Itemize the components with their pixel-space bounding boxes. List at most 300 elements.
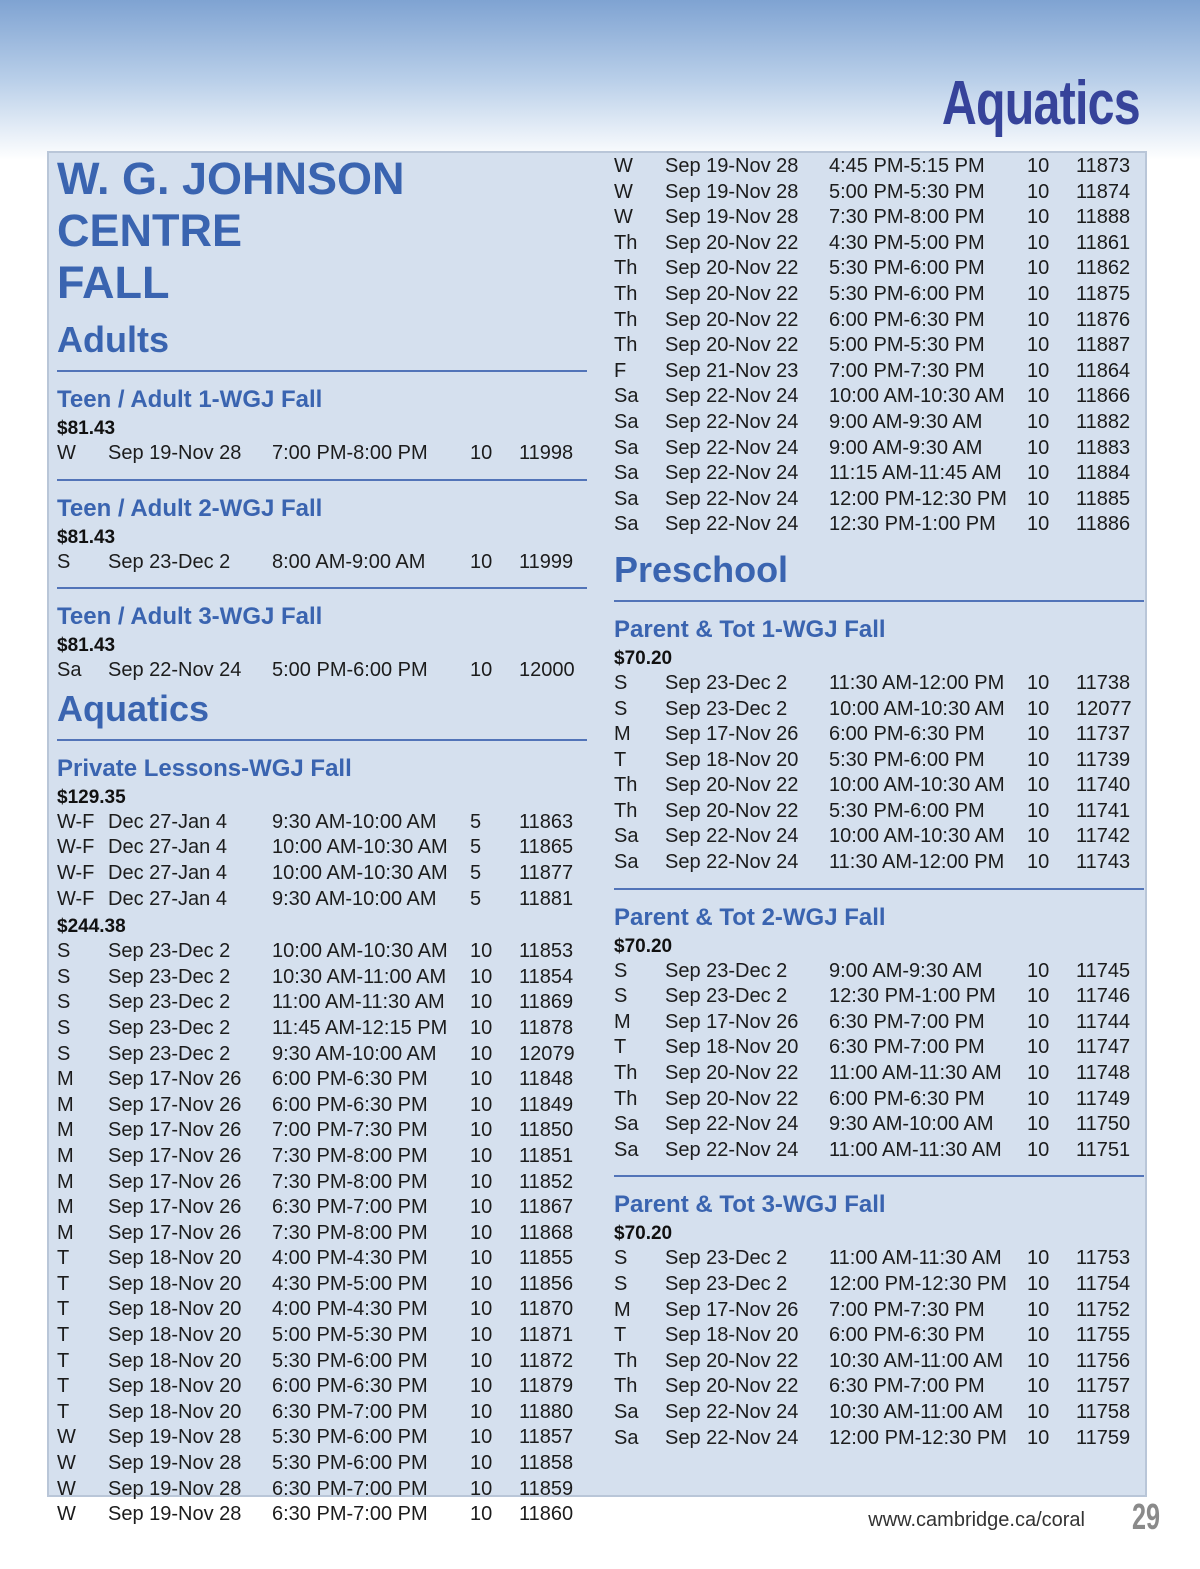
sessions: 10 <box>1027 1298 1050 1321</box>
course-code: 11998 <box>519 442 574 464</box>
dates: Sep 22-Nov 24 <box>665 513 799 536</box>
dates: Sep 22-Nov 24 <box>665 487 799 510</box>
divider <box>614 888 1144 890</box>
schedule-row <box>57 1093 587 1119</box>
dates: Sep 23-Dec 2 <box>108 550 231 573</box>
program-title: Teen / Adult 2-WGJ Fall <box>57 494 323 522</box>
day: W <box>57 1426 76 1449</box>
sessions: 10 <box>470 1170 493 1193</box>
day: W <box>57 1452 76 1475</box>
sessions: 10 <box>1027 1349 1050 1372</box>
schedule-row <box>57 550 587 576</box>
day: T <box>614 748 627 771</box>
schedule-row <box>614 959 1144 985</box>
time: 5:00 PM-5:30 PM <box>272 1324 428 1347</box>
dates: Sep 22-Nov 24 <box>665 436 799 459</box>
time: 12:00 PM-12:30 PM <box>829 1273 1007 1295</box>
time: 6:00 PM-6:30 PM <box>829 1324 985 1347</box>
time: 7:00 PM-8:00 PM <box>272 442 428 464</box>
course-code: 11873 <box>1076 155 1131 177</box>
time: 7:00 PM-7:30 PM <box>272 1119 428 1142</box>
course-code: 11746 <box>1076 985 1131 1008</box>
course-code: 11856 <box>519 1272 574 1295</box>
dates: Dec 27-Jan 4 <box>108 887 227 910</box>
time: 10:30 AM-11:00 AM <box>272 965 447 988</box>
schedule-row <box>614 205 1144 231</box>
schedule-row <box>614 697 1144 723</box>
footer-url[interactable]: www.cambridge.ca/coral <box>868 1509 1085 1531</box>
dates: Sep 23-Dec 2 <box>665 1273 788 1295</box>
program-title: Teen / Adult 3-WGJ Fall <box>57 603 323 631</box>
program-title: Private Lessons-WGJ Fall <box>57 754 352 782</box>
time: 6:00 PM-6:30 PM <box>829 308 985 331</box>
dates: Sep 20-Nov 22 <box>665 334 799 357</box>
time: 5:30 PM-6:00 PM <box>272 1452 428 1475</box>
time: 4:45 PM-5:15 PM <box>829 155 985 177</box>
course-code: 11999 <box>519 550 574 573</box>
sessions: 10 <box>1027 1426 1050 1449</box>
sessions: 10 <box>1027 1324 1050 1347</box>
sessions: 10 <box>470 940 493 963</box>
sessions: 5 <box>470 887 482 910</box>
schedule-row <box>614 282 1144 308</box>
schedule-row <box>614 1272 1144 1298</box>
course-code: 11866 <box>1076 385 1131 408</box>
course-code: 11868 <box>519 1221 574 1244</box>
day: F <box>614 359 627 382</box>
centre-title-fall: FALL <box>57 257 170 308</box>
session-list <box>614 154 1144 538</box>
day: M <box>614 723 631 746</box>
course-code: 11862 <box>1076 257 1131 280</box>
dates: Sep 20-Nov 22 <box>665 1349 799 1372</box>
right-column <box>614 153 1144 1451</box>
time: 6:30 PM-7:00 PM <box>829 1010 985 1033</box>
price: $70.20 <box>614 647 673 669</box>
dates: Dec 27-Jan 4 <box>108 861 227 884</box>
time: 6:30 PM-7:00 PM <box>272 1477 428 1500</box>
time: 10:30 AM-11:00 AM <box>829 1349 1004 1372</box>
day: M <box>57 1221 74 1244</box>
sessions: 10 <box>1027 748 1050 771</box>
course-code: 11865 <box>519 836 574 859</box>
day: Th <box>614 774 638 797</box>
day: Sa <box>614 825 639 848</box>
dates: Sep 18-Nov 20 <box>665 1036 799 1059</box>
sessions: 5 <box>470 861 482 884</box>
time: 4:30 PM-5:00 PM <box>272 1272 428 1295</box>
dates: Sep 20-Nov 22 <box>665 231 799 254</box>
day: T <box>57 1400 70 1423</box>
course-code: 11853 <box>519 940 574 963</box>
schedule-row <box>57 1221 587 1247</box>
sessions: 10 <box>470 1272 493 1295</box>
dates: Sep 17-Nov 26 <box>108 1170 242 1193</box>
schedule-row <box>57 1016 587 1042</box>
sessions: 10 <box>470 1477 493 1500</box>
day: T <box>57 1349 70 1372</box>
time: 11:00 AM-11:30 AM <box>829 1247 1002 1270</box>
course-code: 11869 <box>519 991 574 1014</box>
dates: Sep 22-Nov 24 <box>665 1426 799 1449</box>
course-code: 11854 <box>519 965 574 988</box>
schedule-row <box>614 799 1144 825</box>
sessions: 10 <box>1027 985 1050 1008</box>
divider <box>57 739 587 741</box>
schedule-row <box>614 1061 1144 1087</box>
sessions: 10 <box>470 1144 493 1167</box>
course-code: 11874 <box>1076 180 1131 203</box>
schedule-row <box>614 231 1144 257</box>
day: Th <box>614 1087 638 1110</box>
course-code: 11759 <box>1076 1426 1131 1449</box>
course-code: 11861 <box>1076 231 1131 254</box>
schedule-row <box>57 1451 587 1477</box>
course-code: 11871 <box>519 1324 574 1347</box>
schedule-row <box>57 810 587 836</box>
day: S <box>614 671 628 694</box>
sessions: 10 <box>470 1452 493 1475</box>
course-code: 11888 <box>1076 206 1131 229</box>
course-code: 11744 <box>1076 1010 1131 1033</box>
schedule-row <box>614 333 1144 359</box>
session-list <box>57 550 587 576</box>
course-code: 11742 <box>1076 825 1131 848</box>
course-code: 12077 <box>1076 697 1132 720</box>
dates: Sep 17-Nov 26 <box>108 1119 242 1142</box>
sessions: 10 <box>470 1426 493 1449</box>
sessions: 10 <box>470 965 493 988</box>
sessions: 10 <box>1027 671 1050 694</box>
day: Th <box>614 257 638 280</box>
course-code: 11755 <box>1076 1324 1131 1347</box>
course-code: 12079 <box>519 1042 575 1065</box>
time: 11:15 AM-11:45 AM <box>829 462 1002 485</box>
course-code: 11737 <box>1076 723 1131 746</box>
time: 6:00 PM-6:30 PM <box>272 1068 428 1091</box>
sessions: 10 <box>1027 1087 1050 1110</box>
sessions: 10 <box>1027 436 1050 459</box>
time: 11:00 AM-11:30 AM <box>829 1062 1002 1085</box>
sessions: 10 <box>1027 180 1050 203</box>
schedule-row <box>57 1349 587 1375</box>
schedule-row <box>57 1170 587 1196</box>
sessions: 10 <box>470 1349 493 1372</box>
time: 10:00 AM-10:30 AM <box>272 861 448 884</box>
time: 5:30 PM-6:00 PM <box>272 1426 428 1449</box>
session-list <box>57 441 587 467</box>
session-list <box>57 658 587 684</box>
schedule-row <box>57 1502 587 1528</box>
course-code: 11872 <box>519 1349 574 1372</box>
time: 6:00 PM-6:30 PM <box>829 1087 985 1110</box>
course-code: 11751 <box>1076 1138 1131 1161</box>
day: Sa <box>614 487 639 510</box>
time: 11:45 AM-12:15 PM <box>272 1016 448 1039</box>
time: 7:00 PM-7:30 PM <box>829 359 985 382</box>
day: W-F <box>57 861 95 884</box>
time: 10:00 AM-10:30 AM <box>829 385 1005 408</box>
time: 9:30 AM-10:00 AM <box>272 810 437 833</box>
time: 6:00 PM-6:30 PM <box>272 1093 428 1116</box>
sessions: 10 <box>470 1196 493 1219</box>
course-code: 11887 <box>1076 334 1131 357</box>
schedule-row <box>57 1297 587 1323</box>
time: 8:00 AM-9:00 AM <box>272 550 426 573</box>
sessions: 10 <box>1027 959 1050 982</box>
course-code: 11852 <box>519 1170 574 1193</box>
schedule-row <box>57 1144 587 1170</box>
schedule-row <box>614 1400 1144 1426</box>
course-code: 11848 <box>519 1068 574 1091</box>
dates: Sep 23-Dec 2 <box>665 1247 788 1270</box>
time: 9:00 AM-9:30 AM <box>829 959 983 982</box>
schedule-row <box>57 1374 587 1400</box>
day: Th <box>614 1062 638 1085</box>
day: W <box>614 180 633 203</box>
sessions: 10 <box>1027 487 1050 510</box>
time: 9:30 AM-10:00 AM <box>272 1042 437 1065</box>
course-code: 11860 <box>519 1503 574 1526</box>
course-code: 11883 <box>1076 436 1131 459</box>
day: S <box>57 1016 71 1039</box>
sessions: 10 <box>1027 1062 1050 1085</box>
sessions: 10 <box>1027 206 1050 229</box>
session-list <box>57 810 587 912</box>
schedule-row <box>614 1112 1144 1138</box>
schedule-row <box>57 887 587 913</box>
schedule-row <box>614 1138 1144 1164</box>
schedule-row <box>57 441 587 467</box>
divider <box>614 1175 1144 1177</box>
time: 4:30 PM-5:00 PM <box>829 231 985 254</box>
sessions: 10 <box>470 1324 493 1347</box>
dates: Sep 20-Nov 22 <box>665 308 799 331</box>
time: 10:00 AM-10:30 AM <box>272 836 448 859</box>
dates: Sep 18-Nov 20 <box>665 748 799 771</box>
time: 10:00 AM-10:30 AM <box>829 825 1005 848</box>
course-code: 11884 <box>1076 462 1131 485</box>
sessions: 10 <box>1027 1375 1050 1398</box>
dates: Sep 22-Nov 24 <box>665 825 799 848</box>
schedule-row <box>57 965 587 991</box>
dates: Sep 20-Nov 22 <box>665 799 799 822</box>
time: 6:00 PM-6:30 PM <box>272 1375 428 1398</box>
time: 9:00 AM-9:30 AM <box>829 410 983 433</box>
sessions: 10 <box>1027 1273 1050 1295</box>
day: W <box>57 1477 76 1500</box>
dates: Sep 20-Nov 22 <box>665 774 799 797</box>
sessions: 10 <box>470 1016 493 1039</box>
time: 5:00 PM-6:00 PM <box>272 659 428 682</box>
day: Sa <box>614 385 639 408</box>
time: 5:30 PM-6:00 PM <box>829 799 985 822</box>
divider <box>57 479 587 481</box>
time: 6:30 PM-7:00 PM <box>272 1196 428 1219</box>
day: W <box>57 442 76 464</box>
schedule-row <box>57 1425 587 1451</box>
course-code: 11875 <box>1076 282 1131 305</box>
dates: Sep 17-Nov 26 <box>665 1298 799 1321</box>
course-code: 11864 <box>1076 359 1131 382</box>
course-code: 11743 <box>1076 851 1131 874</box>
day: Sa <box>614 513 639 536</box>
sessions: 10 <box>470 550 493 573</box>
schedule-row <box>57 861 587 887</box>
day: Sa <box>614 436 639 459</box>
program-title: Parent & Tot 2-WGJ Fall <box>614 903 886 931</box>
sessions: 5 <box>470 810 482 833</box>
day: T <box>614 1324 627 1347</box>
day: M <box>57 1144 74 1167</box>
dates: Sep 22-Nov 24 <box>665 385 799 408</box>
day: T <box>57 1324 70 1347</box>
time: 11:00 AM-11:30 AM <box>829 1138 1002 1161</box>
time: 10:00 AM-10:30 AM <box>829 774 1005 797</box>
course-code: 11863 <box>519 810 574 833</box>
schedule-row <box>614 359 1144 385</box>
schedule-row <box>614 773 1144 799</box>
dates: Sep 18-Nov 20 <box>108 1247 242 1270</box>
schedule-row <box>57 658 587 684</box>
day: Th <box>614 1349 638 1372</box>
time: 9:30 AM-10:00 AM <box>272 887 437 910</box>
dates: Sep 18-Nov 20 <box>108 1298 242 1321</box>
dates: Sep 17-Nov 26 <box>665 1010 799 1033</box>
sessions: 10 <box>470 1503 493 1526</box>
dates: Sep 23-Dec 2 <box>108 1042 231 1065</box>
sessions: 10 <box>1027 155 1050 177</box>
course-code: 11878 <box>519 1016 574 1039</box>
day: M <box>57 1196 74 1219</box>
course-code: 11747 <box>1076 1036 1131 1059</box>
course-code: 11849 <box>519 1093 574 1116</box>
sessions: 10 <box>1027 1247 1050 1270</box>
sessions: 10 <box>1027 1113 1050 1136</box>
day: S <box>614 697 628 720</box>
day: S <box>57 550 71 573</box>
time: 6:30 PM-7:00 PM <box>829 1375 985 1398</box>
sessions: 10 <box>1027 1138 1050 1161</box>
dates: Sep 18-Nov 20 <box>108 1272 242 1295</box>
schedule-row <box>614 436 1144 462</box>
schedule-row <box>614 1323 1144 1349</box>
day: T <box>57 1375 70 1398</box>
day: M <box>614 1010 631 1033</box>
time: 10:00 AM-10:30 AM <box>272 940 448 963</box>
dates: Sep 18-Nov 20 <box>108 1375 242 1398</box>
time: 5:00 PM-5:30 PM <box>829 180 985 203</box>
sessions: 10 <box>1027 257 1050 280</box>
schedule-row <box>614 180 1144 206</box>
day: S <box>57 940 71 963</box>
course-code: 11753 <box>1076 1247 1131 1270</box>
day: M <box>57 1068 74 1091</box>
dates: Sep 18-Nov 20 <box>108 1324 242 1347</box>
sessions: 5 <box>470 836 482 859</box>
time: 12:00 PM-12:30 PM <box>829 1426 1007 1449</box>
day: M <box>57 1119 74 1142</box>
dates: Sep 20-Nov 22 <box>665 1062 799 1085</box>
dates: Sep 21-Nov 23 <box>665 359 799 382</box>
course-code: 11738 <box>1076 671 1131 694</box>
left-column <box>57 153 587 1528</box>
day: M <box>614 1298 631 1321</box>
schedule-row <box>57 1195 587 1221</box>
time: 9:30 AM-10:00 AM <box>829 1113 994 1136</box>
sessions: 10 <box>470 1400 493 1423</box>
day: Sa <box>614 462 639 485</box>
course-code: 11855 <box>519 1247 574 1270</box>
schedule-row <box>57 1246 587 1272</box>
schedule-row <box>614 487 1144 513</box>
schedule-row <box>57 1272 587 1298</box>
course-code: 11858 <box>519 1452 574 1475</box>
schedule-row <box>57 1042 587 1068</box>
schedule-row <box>614 1374 1144 1400</box>
sessions: 10 <box>470 1042 493 1065</box>
dates: Sep 23-Dec 2 <box>665 697 788 720</box>
time: 11:00 AM-11:30 AM <box>272 991 445 1014</box>
time: 5:30 PM-6:00 PM <box>272 1349 428 1372</box>
sessions: 10 <box>1027 1400 1050 1423</box>
sessions: 10 <box>1027 799 1050 822</box>
schedule-row <box>57 1067 587 1093</box>
day: W-F <box>57 836 95 859</box>
time: 5:30 PM-6:00 PM <box>829 282 985 305</box>
schedule-row <box>57 939 587 965</box>
dates: Sep 17-Nov 26 <box>665 723 799 746</box>
dates: Sep 23-Dec 2 <box>665 959 788 982</box>
day: Th <box>614 799 638 822</box>
course-code: 11876 <box>1076 308 1131 331</box>
schedule-row <box>614 984 1144 1010</box>
sessions: 10 <box>1027 334 1050 357</box>
day: M <box>57 1170 74 1193</box>
time: 7:00 PM-7:30 PM <box>829 1298 985 1321</box>
schedule-row <box>614 384 1144 410</box>
course-code: 11758 <box>1076 1400 1131 1423</box>
day: S <box>57 991 71 1014</box>
category-aquatics: Aquatics <box>57 687 210 729</box>
course-code: 11881 <box>519 887 574 910</box>
program-title: Parent & Tot 1-WGJ Fall <box>614 615 886 643</box>
course-code: 11741 <box>1076 799 1131 822</box>
schedule-row <box>57 1118 587 1144</box>
category-preschool: Preschool <box>614 548 789 590</box>
schedule-row <box>614 850 1144 876</box>
day: M <box>57 1093 74 1116</box>
time: 9:00 AM-9:30 AM <box>829 436 983 459</box>
dates: Sep 19-Nov 28 <box>108 1477 242 1500</box>
course-code: 11739 <box>1076 748 1131 771</box>
dates: Sep 22-Nov 24 <box>665 1400 799 1423</box>
dates: Sep 20-Nov 22 <box>665 282 799 305</box>
program-title: Teen / Adult 1-WGJ Fall <box>57 386 323 413</box>
schedule-row <box>57 1323 587 1349</box>
dates: Sep 17-Nov 26 <box>108 1093 242 1116</box>
schedule-row <box>614 256 1144 282</box>
category-adults: Adults <box>57 319 169 360</box>
day: Th <box>614 334 638 357</box>
day: T <box>57 1272 70 1295</box>
program-title: Parent & Tot 3-WGJ Fall <box>614 1191 886 1219</box>
course-code: 11749 <box>1076 1087 1131 1110</box>
day: Sa <box>614 1138 639 1161</box>
course-code: 11886 <box>1076 513 1131 536</box>
sessions: 10 <box>1027 513 1050 536</box>
day: T <box>614 1036 627 1059</box>
